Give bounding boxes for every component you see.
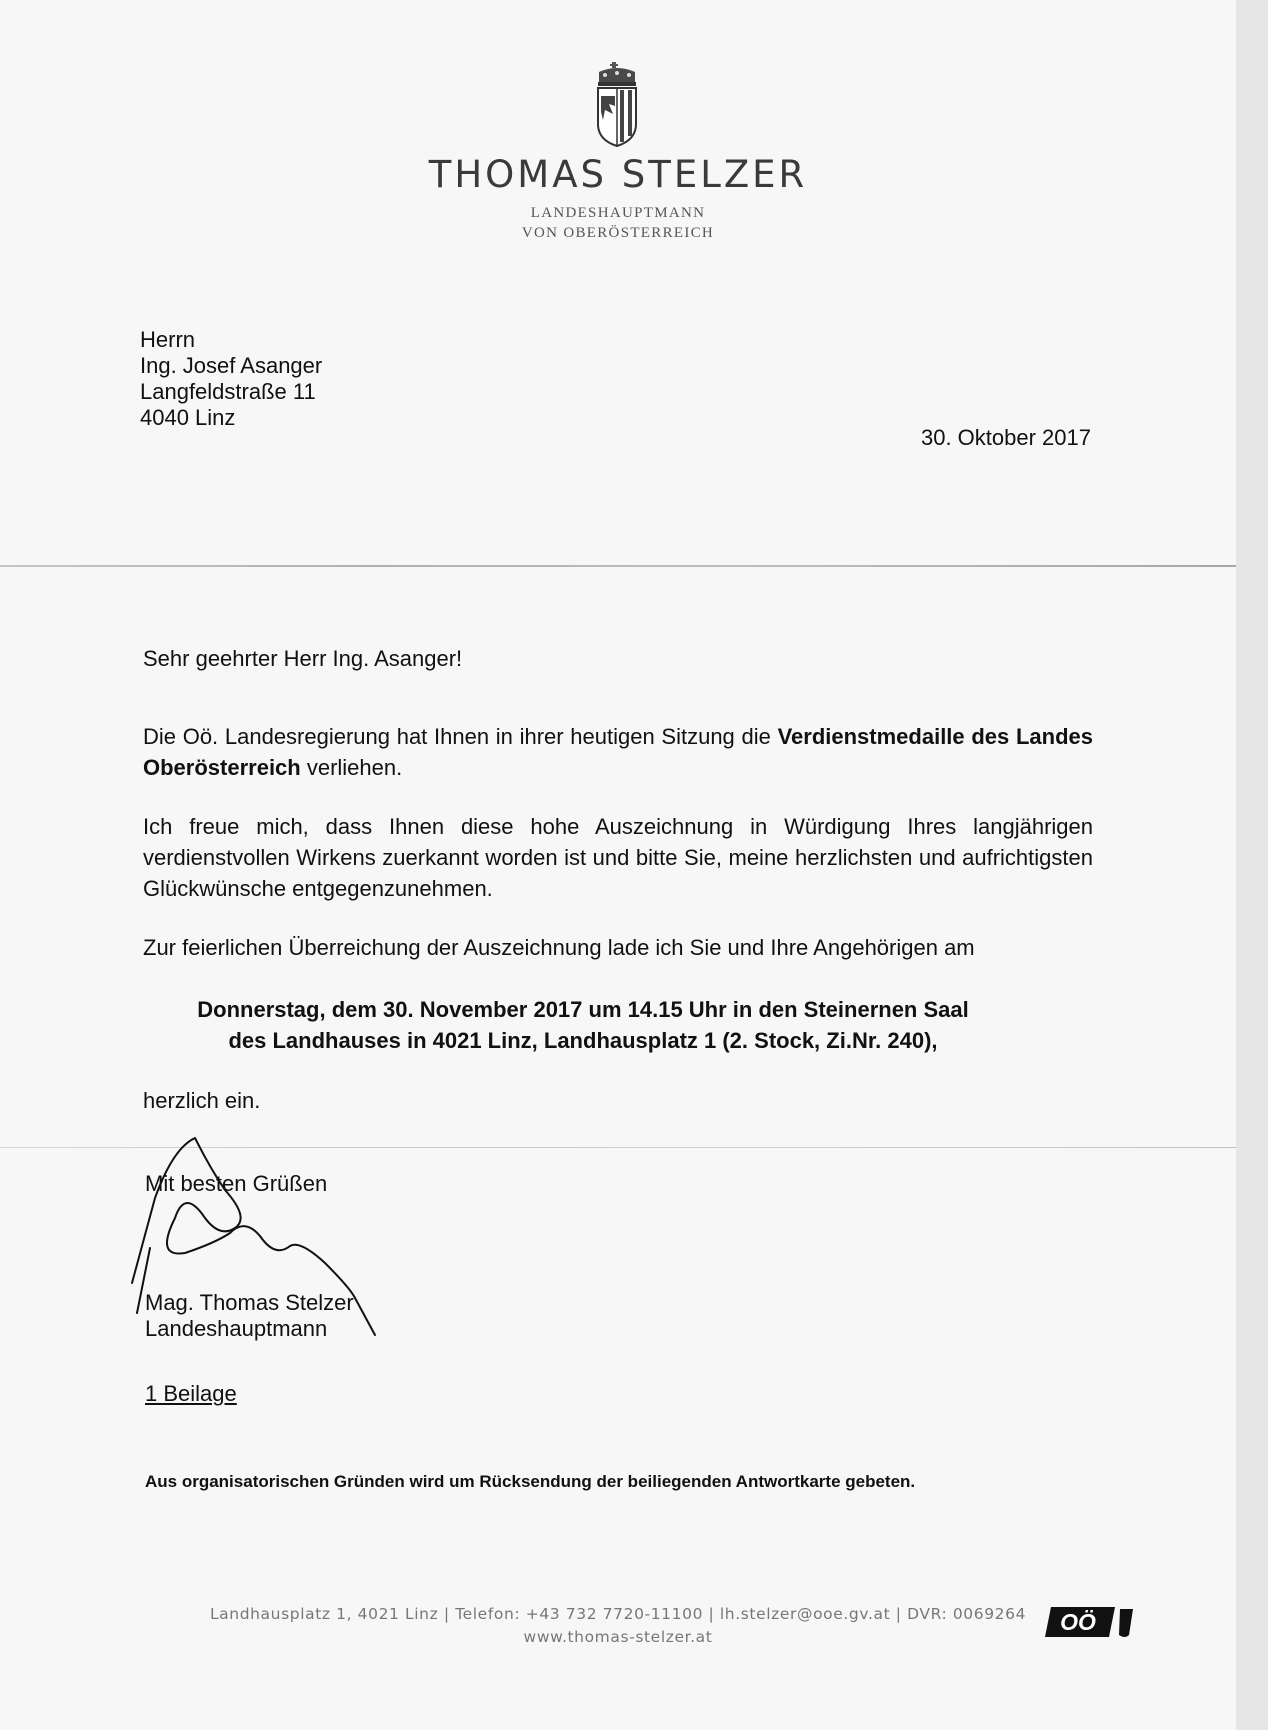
letterhead-title-line2: VON OBERÖSTERREICH <box>521 225 715 241</box>
footer-contact: Landhausplatz 1, 4021 Linz | Telefon: +43 732 7720-11100 | lh.stelzer@ooe.gv.at | DVR: 0069264 <box>209 1605 1027 1623</box>
signature <box>125 1128 395 1343</box>
signer-title: Landeshauptmann <box>145 1316 328 1341</box>
paragraph-congratulations: Ich freue mich, dass Ihnen diese hohe Auszeichnung in Würdigung Ihres langjährigen verdienstvollen Wirkens zuerkannt worden ist und bitte Sie, meine herzlichsten und aufrichtigsten Glückwünsche entgegenzunehmen. <box>143 814 1093 901</box>
paragraph-invitation: Zur feierlichen Überreichung der Auszeichnung lade ich Sie und Ihre Angehörigen am <box>143 935 975 960</box>
recipient-city: 4040 Linz <box>140 405 236 430</box>
signer-name: Mag. Thomas Stelzer <box>145 1290 354 1315</box>
paragraph-award-start: Die Oö. Landesregierung hat Ihnen in ihrer heutigen Sitzung die <box>143 724 778 749</box>
reply-card-note: Aus organisatorischen Gründen wird um Rücksendung der beiliegenden Antwortkarte gebeten. <box>145 1472 916 1491</box>
award-name: Verdienstmedaille des Landes Oberösterreich <box>143 724 1093 780</box>
recipient-street: Langfeldstraße 11 <box>140 379 316 404</box>
event-line1: Donnerstag, dem 30. November 2017 um 14.15 Uhr in den Steinernen Saal <box>197 997 969 1022</box>
invitation-end: herzlich ein. <box>143 1088 261 1113</box>
coat-of-arms-icon <box>593 62 641 148</box>
letter-date: 30. Oktober 2017 <box>920 425 1091 450</box>
letterhead-title-line1: LANDESHAUPTMANN <box>530 205 706 221</box>
recipient-name: Ing. Josef Asanger <box>140 353 323 378</box>
paragraph-award <box>143 721 1093 783</box>
recipient-salutation: Herrn <box>140 327 196 352</box>
letterhead-name: THOMAS STELZER <box>428 153 808 196</box>
greeting: Sehr geehrter Herr Ing. Asanger! <box>143 646 463 671</box>
closing: Mit besten Grüßen <box>145 1171 328 1196</box>
ooe-logo-text: OÖ <box>1060 1609 1096 1635</box>
paragraph-award-end: verliehen. <box>300 755 403 780</box>
footer-website: www.thomas-stelzer.at <box>523 1628 713 1646</box>
fold-line <box>0 565 1236 567</box>
event-line2: des Landhauses in 4021 Linz, Landhausplatz 1 (2. Stock, Zi.Nr. 240), <box>228 1028 938 1053</box>
enclosure: 1 Beilage <box>145 1381 237 1406</box>
ooe-logo <box>1045 1605 1133 1639</box>
